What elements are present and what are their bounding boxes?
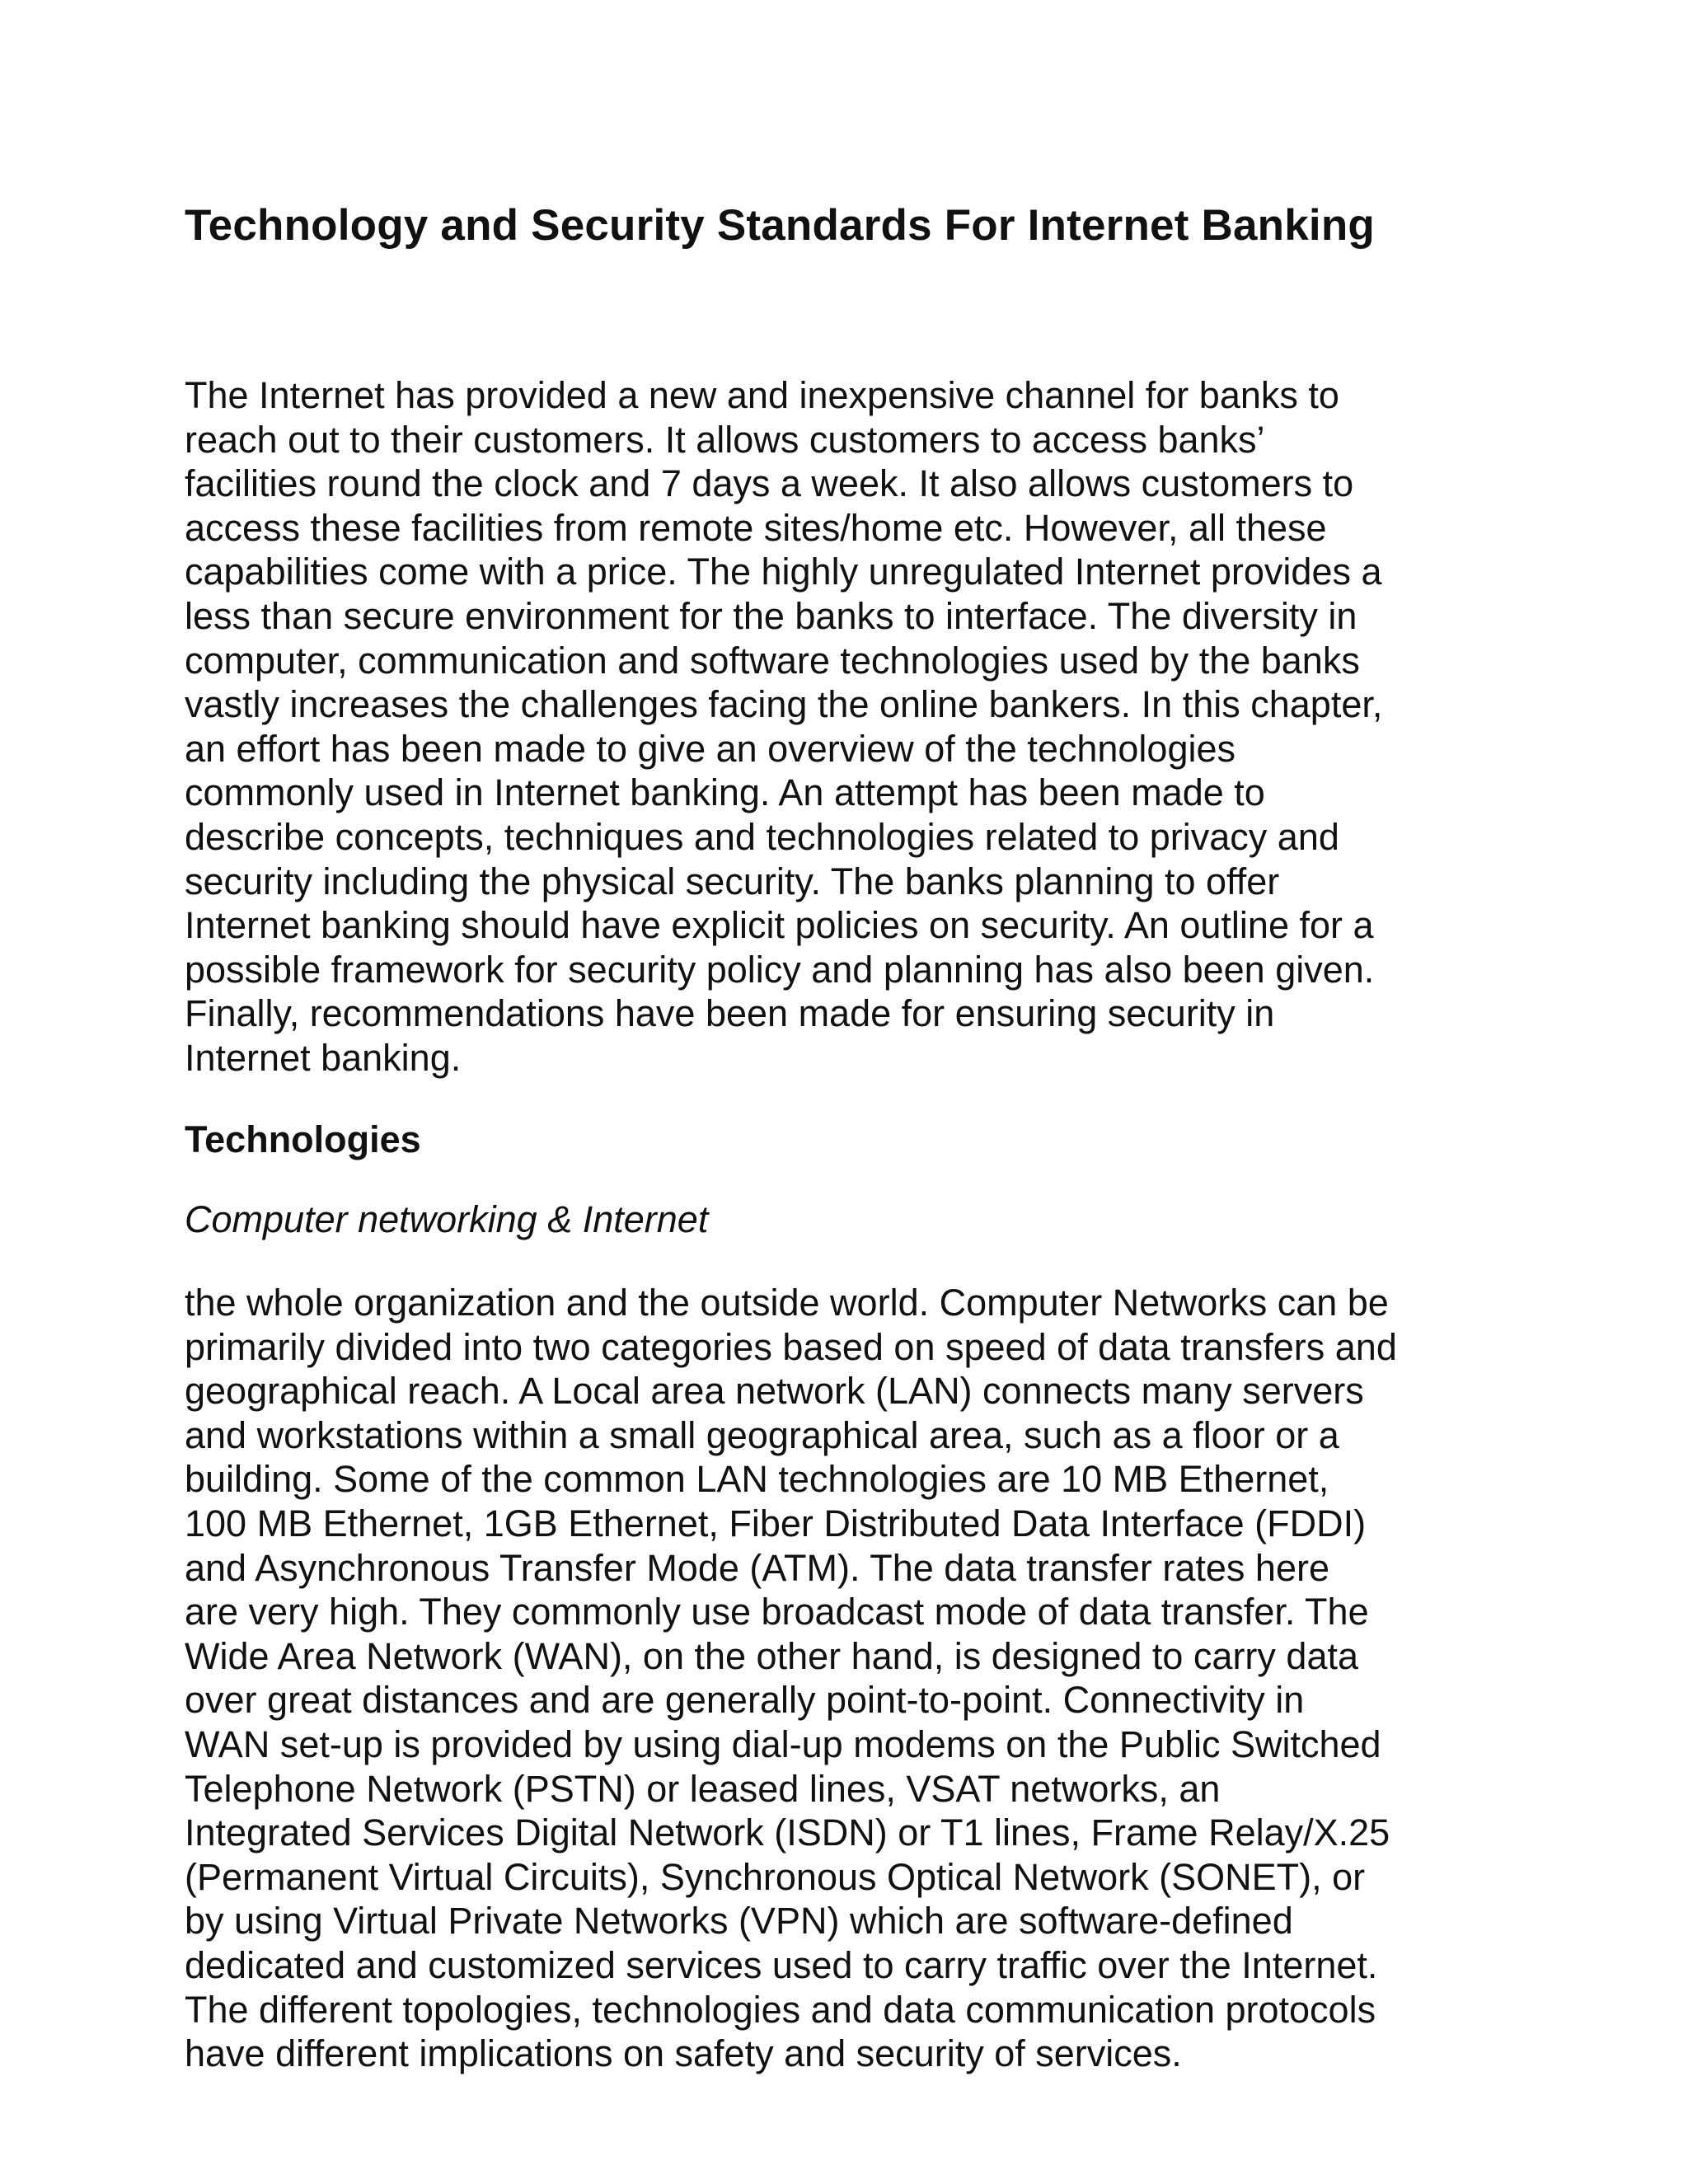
networks-line: geographical reach. A Local area network (LAN) connects many servers (185, 1370, 1364, 1413)
section-heading: Technologies (185, 1118, 421, 1160)
intro-line: vastly increases the challenges facing the online bankers. In this chapter, (185, 683, 1383, 726)
networks-line: Wide Area Network (WAN), on the other hand, is designed to carry data (185, 1634, 1359, 1677)
networks-line: have different implications on safety and security of services. (185, 2032, 1182, 2075)
intro-line: access these facilities from remote sites/home etc. However, all these (185, 506, 1327, 549)
intro-line: reach out to their customers. It allows customers to access banks’ (185, 418, 1265, 461)
networks-line: Integrated Services Digital Network (ISDN) or T1 lines, Frame Relay/X.25 (185, 1811, 1390, 1854)
networks-line: (Permanent Virtual Circuits), Synchronous Optical Network (SONET), or (185, 1855, 1366, 1898)
intro-line: computer, communication and software technologies used by the banks (185, 639, 1360, 682)
subsection-heading: Computer networking & Internet (185, 1198, 709, 1240)
intro-line: capabilities come with a price. The highly unregulated Internet provides a (185, 551, 1382, 593)
intro-line: an effort has been made to give an overview of the technologies (185, 727, 1236, 770)
intro-line: The Internet has provided a new and inexpensive channel for banks to (185, 374, 1339, 416)
intro-line: facilities round the clock and 7 days a week. It also allows customers to (185, 462, 1354, 505)
intro-line: Internet banking. (185, 1036, 462, 1079)
networks-line: the whole organization and the outside world. Computer Networks can be (185, 1282, 1389, 1324)
intro-line: Internet banking should have explicit policies on security. An outline for a (185, 904, 1374, 947)
intro-line: describe concepts, techniques and technologies related to privacy and (185, 815, 1339, 858)
intro-line: less than secure environment for the banks to interface. The diversity in (185, 594, 1357, 637)
networks-line: over great distances and are generally point-to-point. Connectivity in (185, 1679, 1305, 1722)
intro-line: security including the physical security. The banks planning to offer (185, 860, 1280, 902)
networks-line: 100 MB Ethernet, 1GB Ethernet, Fiber Distributed Data Interface (FDDI) (185, 1502, 1367, 1544)
networks-line: building. Some of the common LAN technologies are 10 MB Ethernet, (185, 1458, 1329, 1501)
networks-line: and workstations within a small geographical area, such as a floor or a (185, 1413, 1339, 1456)
intro-line: commonly used in Internet banking. An attempt has been made to (185, 771, 1265, 814)
networks-paragraph (185, 1281, 1470, 2076)
networks-line: are very high. They commonly use broadcast mode of data transfer. The (185, 1591, 1369, 1633)
networks-line: and Asynchronous Transfer Mode (ATM). The data transfer rates here (185, 1546, 1330, 1589)
networks-line: dedicated and customized services used to carry traffic over the Internet. (185, 1943, 1378, 1986)
networks-line: Telephone Network (PSTN) or leased lines, VSAT networks, an (185, 1767, 1221, 1810)
intro-paragraph (185, 373, 1470, 1080)
networks-line: by using Virtual Private Networks (VPN) which are software-defined (185, 1900, 1293, 1943)
intro-line: possible framework for security policy and planning has also been given. (185, 948, 1375, 991)
page-title: Technology and Security Standards For Internet Banking (185, 201, 1375, 250)
intro-line: Finally, recommendations have been made for ensuring security in (185, 992, 1275, 1035)
networks-line: The different topologies, technologies and data communication protocols (185, 1988, 1376, 2031)
networks-line: primarily divided into two categories based on speed of data transfers and (185, 1325, 1397, 1368)
networks-line: WAN set-up is provided by using dial-up modems on the Public Switched (185, 1722, 1381, 1765)
